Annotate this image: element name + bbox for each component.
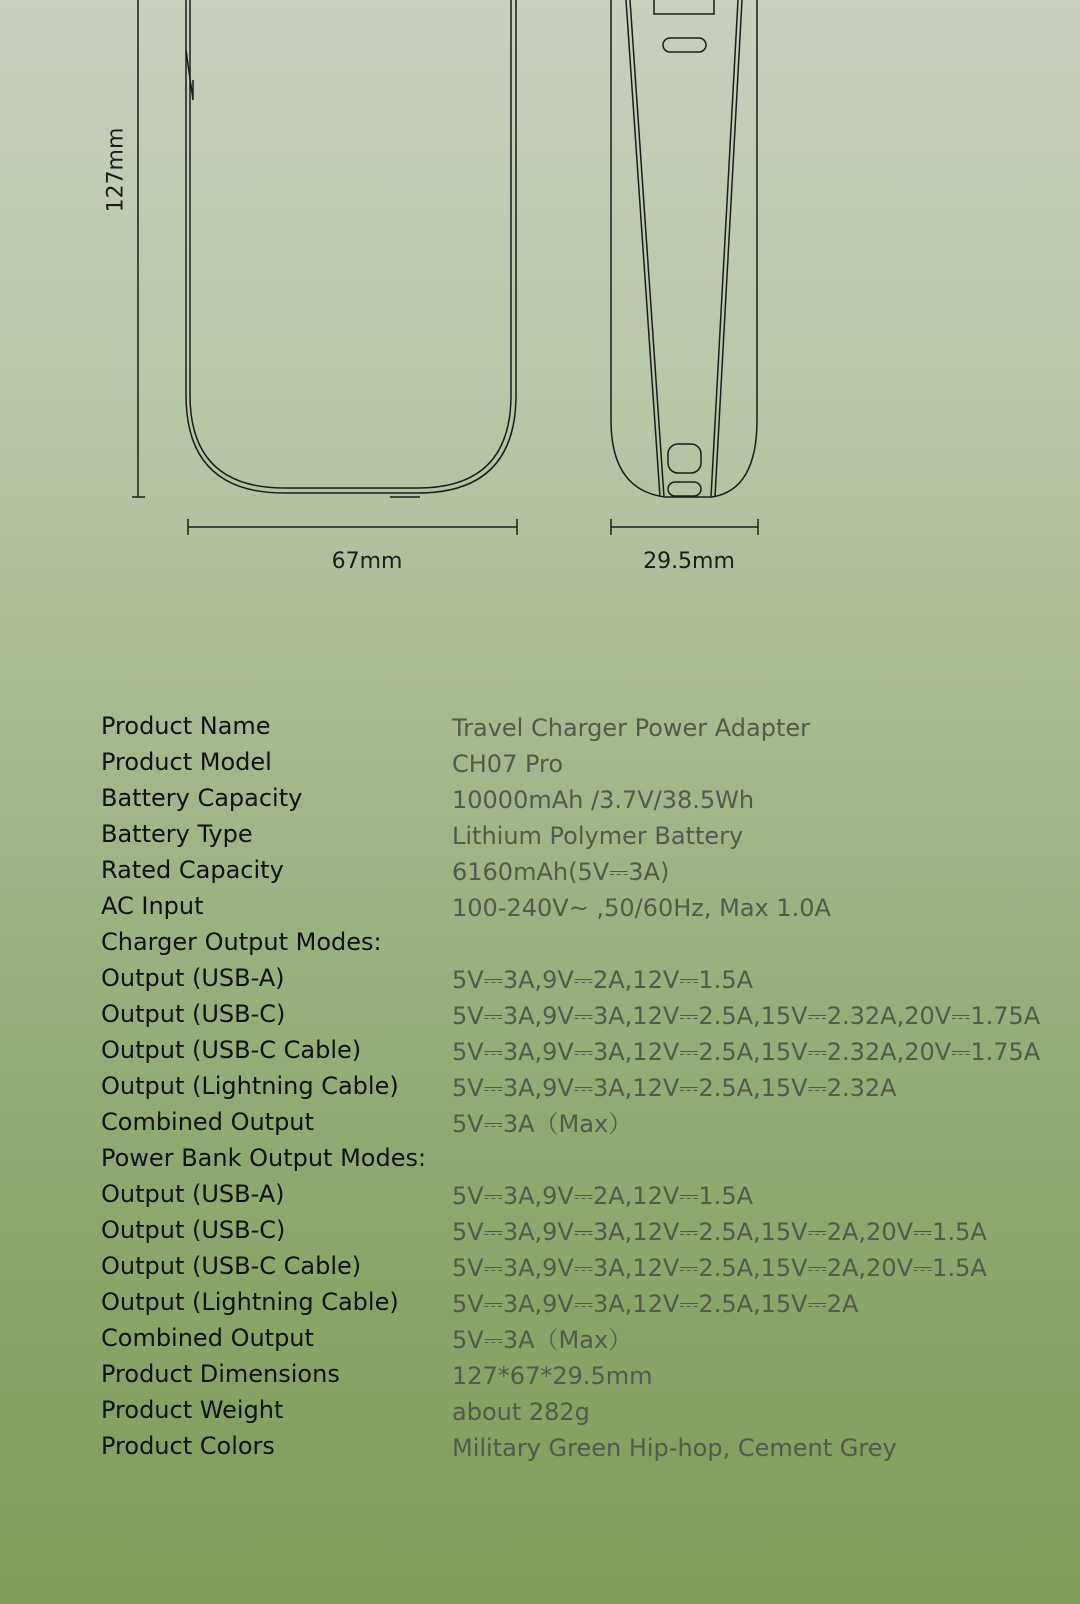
spec-row: [101, 996, 1041, 1032]
height-dimension-label: 127mm: [103, 127, 129, 213]
height-dimension-line: [132, 0, 145, 497]
spec-label: Output (USB-A): [101, 964, 285, 992]
depth-dimension-line: [611, 519, 758, 535]
spec-label: Battery Type: [101, 820, 253, 848]
spec-label: Output (USB-C Cable): [101, 1036, 362, 1064]
spec-value: 5V⎓3A,9V⎓3A,12V⎓2.5A,15V⎓2.32A,20V⎓1.75A: [452, 1002, 1041, 1030]
spec-row: [101, 1248, 1001, 1284]
spec-row: [101, 780, 1001, 816]
width-dimension-label: 67mm: [331, 549, 403, 574]
spec-value: 5V⎓3A（Max）: [452, 1110, 633, 1138]
spec-value: 6160mAh(5V⎓3A): [452, 858, 670, 886]
spec-value: 127*67*29.5mm: [452, 1362, 653, 1390]
spec-value: 5V⎓3A,9V⎓3A,12V⎓2.5A,15V⎓2A: [452, 1290, 859, 1318]
spec-label: Output (USB-A): [101, 1180, 285, 1208]
spec-label: Output (USB-C Cable): [101, 1252, 362, 1280]
spec-value: CH07 Pro: [452, 750, 564, 778]
spec-row: [101, 1356, 1001, 1392]
spec-label: Rated Capacity: [101, 856, 284, 884]
spec-label: Output (Lightning Cable): [101, 1288, 399, 1316]
spec-label: Output (USB-C): [101, 1000, 286, 1028]
spec-label: Combined Output: [101, 1324, 314, 1352]
product-technical-drawing: [0, 0, 1080, 600]
spec-row: [101, 960, 1001, 996]
spec-value: 100-240V~ ,50/60Hz, Max 1.0A: [452, 894, 831, 922]
spec-label: Output (Lightning Cable): [101, 1072, 399, 1100]
spec-row: [101, 1068, 1001, 1104]
spec-section-heading: [101, 924, 1001, 960]
spec-row: [101, 1428, 1001, 1464]
spec-row: [101, 1104, 1001, 1140]
specification-table: [101, 708, 1041, 1464]
spec-label: Power Bank Output Modes:: [101, 1144, 427, 1172]
spec-label: Charger Output Modes:: [101, 928, 382, 956]
spec-row: [101, 1176, 1001, 1212]
spec-label: Output (USB-C): [101, 1216, 286, 1244]
spec-value: Lithium Polymer Battery: [452, 822, 744, 850]
spec-value: 5V⎓3A,9V⎓2A,12V⎓1.5A: [452, 1182, 754, 1210]
spec-value: 5V⎓3A,9V⎓3A,12V⎓2.5A,15V⎓2A,20V⎓1.5A: [452, 1254, 987, 1282]
spec-row: [101, 1212, 1001, 1248]
spec-row: [101, 1032, 1041, 1068]
spec-label: Product Dimensions: [101, 1360, 340, 1388]
spec-label: Product Weight: [101, 1396, 284, 1424]
spec-label: Product Name: [101, 712, 271, 740]
spec-section-heading: [101, 1140, 1001, 1176]
spec-label: Product Model: [101, 748, 272, 776]
front-view-outline: [186, 0, 516, 497]
spec-label: Product Colors: [101, 1432, 275, 1460]
spec-value: 5V⎓3A,9V⎓2A,12V⎓1.5A: [452, 966, 754, 994]
spec-value: 10000mAh /3.7V/38.5Wh: [452, 786, 755, 814]
spec-row: [101, 852, 1001, 888]
spec-row: [101, 744, 1001, 780]
spec-label: Combined Output: [101, 1108, 314, 1136]
spec-value: 5V⎓3A,9V⎓3A,12V⎓2.5A,15V⎓2A,20V⎓1.5A: [452, 1218, 987, 1246]
dimension-drawing-svg: [0, 0, 1080, 600]
width-dimension-line: [188, 519, 517, 535]
side-view-outline: [611, 0, 757, 497]
spec-label: Battery Capacity: [101, 784, 303, 812]
spec-row: [101, 708, 1001, 744]
spec-row: [101, 888, 1001, 924]
spec-row: [101, 816, 1001, 852]
spec-value: 5V⎓3A,9V⎓3A,12V⎓2.5A,15V⎓2.32A,20V⎓1.75A: [452, 1038, 1041, 1066]
spec-label: AC Input: [101, 892, 204, 920]
spec-value: Travel Charger Power Adapter: [452, 714, 810, 742]
spec-value: about 282g: [452, 1398, 590, 1426]
spec-value: 5V⎓3A（Max）: [452, 1326, 633, 1354]
spec-value: 5V⎓3A,9V⎓3A,12V⎓2.5A,15V⎓2.32A: [452, 1074, 897, 1102]
spec-row: [101, 1320, 1001, 1356]
spec-value: Military Green Hip-hop, Cement Grey: [452, 1434, 897, 1462]
spec-row: [101, 1392, 1001, 1428]
depth-dimension-label: 29.5mm: [643, 549, 735, 574]
spec-row: [101, 1284, 1001, 1320]
